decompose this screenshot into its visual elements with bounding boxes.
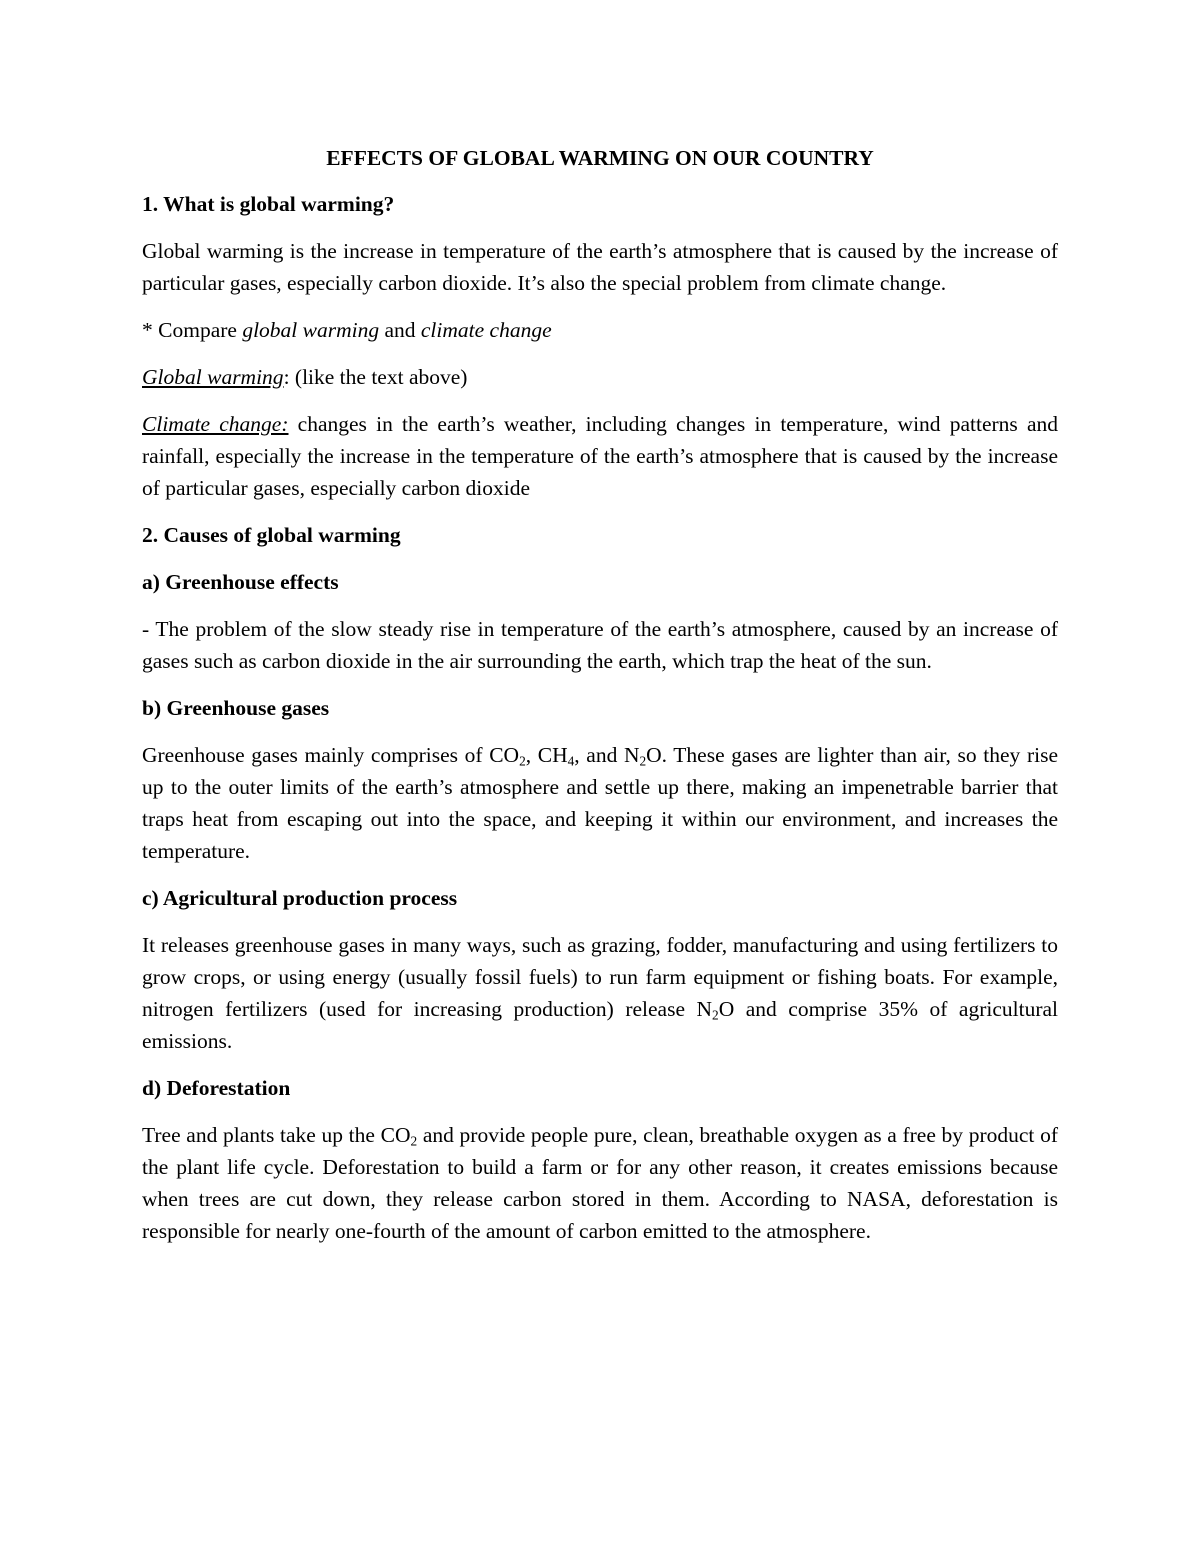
paragraph-greenhouse-effects: - The problem of the slow steady rise in temperature of the earth’s atmosphere, caused by an increase of gases such as carbon dioxide in the air surrounding the earth, which trap the heat of the sun.	[142, 617, 1058, 673]
text-segment: It releases greenhouse gases in many ways, such as grazing, fodder, manufacturing and using fertilizers to grow crops, or using energy (usually fossil fuels) to run farm equipment or fishing boats. For example, nitrogen fertilizers (used for increasing production) release N	[142, 933, 1058, 1021]
compare-prefix: * Compare	[142, 318, 243, 342]
text-segment: O and comprise 35% of agricultural emissions.	[142, 997, 1058, 1053]
subheading-greenhouse-gases: b) Greenhouse gases	[142, 696, 330, 720]
text-segment: , and N	[574, 743, 640, 767]
subheading-greenhouse-effects: a) Greenhouse effects	[142, 570, 339, 594]
subheading-agricultural-production: c) Agricultural production process	[142, 886, 458, 910]
subscript: 2	[712, 1007, 719, 1023]
text-segment: and provide people pure, clean, breathable oxygen as a free by product of the plant life cycle. Deforestation to build a farm or for any other reason, it creates emissions because when trees are cut down, they release carbon stored in them. According to NASA, deforestation is responsible for nearly one-fourth of the amount of carbon emitted to the atmosphere.	[142, 1123, 1058, 1243]
global-warming-definition-line	[142, 361, 1058, 393]
compare-line	[142, 314, 1058, 346]
text-segment: Greenhouse gases mainly comprises of CO	[142, 743, 520, 767]
paragraph-definition: Global warming is the increase in temperature of the earth’s atmosphere that is caused by the increase of particular gases, especially carbon dioxide. It’s also the special problem from climate change.	[142, 239, 1058, 295]
paragraph-agricultural-production	[142, 929, 1058, 1057]
global-warming-text: : (like the text above)	[283, 365, 468, 389]
paragraph-deforestation	[142, 1119, 1058, 1247]
document-body	[142, 142, 1058, 1247]
section-heading-causes: 2. Causes of global warming	[142, 523, 401, 547]
subscript: 4	[567, 753, 575, 769]
paragraph-greenhouse-gases	[142, 739, 1058, 867]
compare-term-climate-change: climate change	[420, 318, 552, 342]
subheading-deforestation: d) Deforestation	[142, 1076, 291, 1100]
global-warming-label: Global warming	[142, 365, 284, 389]
subscript: 2	[639, 753, 647, 769]
section-heading-what-is-global-warming: 1. What is global warming?	[142, 192, 395, 216]
compare-and: and	[379, 318, 421, 342]
climate-change-label: Climate change:	[142, 412, 289, 436]
text-segment: O. These gases are lighter than air, so they rise up to the outer limits of the earth’s atmosphere and settle up there, making an impenetrable barrier that traps heat from escaping out into the space, and keeping it within our environment, and increases the temperature.	[142, 743, 1058, 863]
subscript: 2	[410, 1133, 418, 1149]
text-segment: Tree and plants take up the CO	[142, 1123, 411, 1147]
subscript: 2	[519, 753, 526, 769]
climate-change-text: changes in the earth’s weather, including changes in temperature, wind patterns and rainfall, especially the increase in the temperature of the earth’s atmosphere that is caused by the increase of particular gases, especially carbon dioxide	[142, 412, 1058, 500]
document-title: EFFECTS OF GLOBAL WARMING ON OUR COUNTRY	[326, 146, 874, 170]
climate-change-definition	[142, 408, 1058, 504]
compare-term-global-warming: global warming	[242, 318, 380, 342]
text-segment: , CH	[525, 743, 568, 767]
